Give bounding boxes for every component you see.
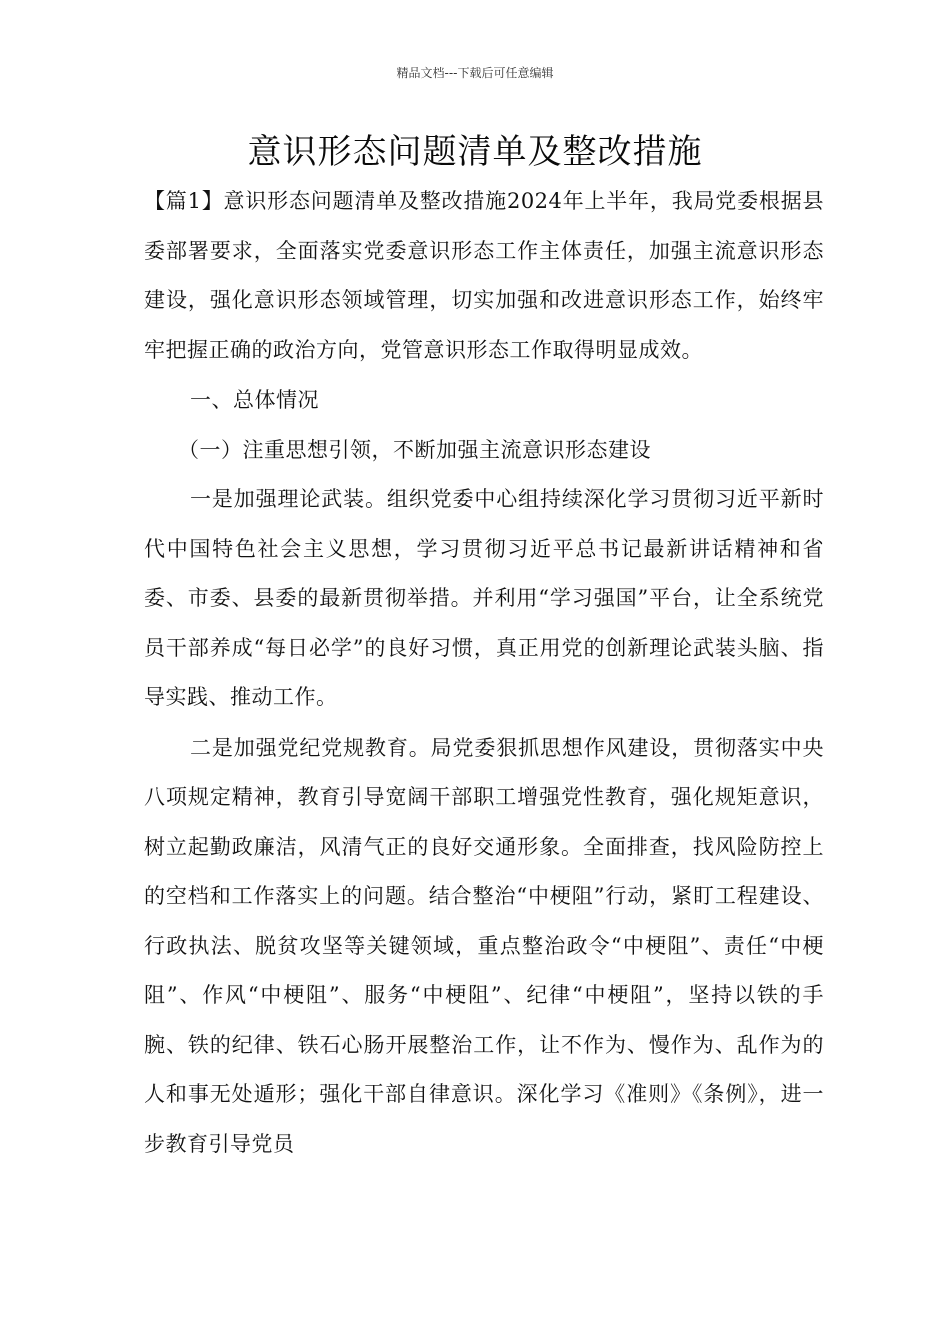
document-body — [144, 177, 824, 1169]
body-paragraph-theory: 一是加强理论武装。组织党委中心组持续深化学习贯彻习近平新时代中国特色社会主义思想，学习贯彻习近平总书记最新讲话精神和省委、市委、县委的最新贯彻举措。并利用“学习强国”平台，让全系统党员干部养成“每日必学”的良好习惯，真正用党的创新理论武装头脑、指导实践、推动工作。 — [144, 487, 824, 709]
intro-paragraph: 【篇1】意识形态问题清单及整改措施2024年上半年，我局党委根据县委部署要求，全面落实党委意识形态工作主体责任，加强主流意识形态建设，强化意识形态领域管理，切实加强和改进意识形态工作，始终牢牢把握正确的政治方向，党管意识形态工作取得明显成效。 — [144, 189, 824, 362]
subsection-heading-thought-guidance: （一）注重思想引领，不断加强主流意识形态建设 — [178, 437, 651, 462]
body-paragraph-discipline: 二是加强党纪党规教育。局党委狠抓思想作风建设，贯彻落实中央八项规定精神，教育引导宽阔干部职工增强党性教育，强化规矩意识，树立起勤政廉洁，风清气正的良好交通形象。全面排查，找风险防控上的空档和工作落实上的问题。结合整治“中梗阻”行动，紧盯工程建设、行政执法、脱贫攻坚等关键领域，重点整治政令“中梗阻”、责任“中梗阻”、作风“中梗阻”、服务“中梗阻”、纪律“中梗阻”，坚持以铁的手腕、铁的纪律、铁石心肠开展整治工作，让不作为、慢作为、乱作为的人和事无处遁形；强化干部自律意识。深化学习《准则》《条例》，进一步教育引导党员 — [144, 735, 824, 1156]
page-header-note: 精品文档---下载后可任意编辑 — [396, 66, 554, 80]
section-heading-overall: 一、总体情况 — [190, 388, 319, 412]
document-title: 意识形态问题清单及整改措施 — [247, 132, 703, 172]
